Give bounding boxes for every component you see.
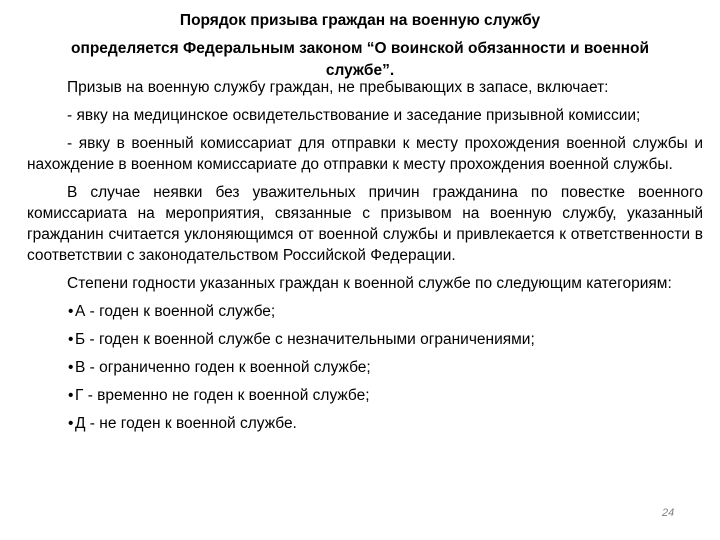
paragraph-evasion: В случае неявки без уважительных причин гражданина по повестке военного комиссариата на мероприятия, связанные с призывом на военную службу, указанный гражданин считается уклоняющимся от военной службы и привлекается к ответственности в соответствии с законодательством Российской Федерации. [27,184,703,264]
page-number: 24 [662,507,675,519]
paragraph-commissariat: - явку в военный комиссариат для отправки к месту прохождения военной службы и нахождение в военном комиссариате до отправки к месту прохождения военной службы. [27,135,703,173]
list-item [27,385,703,406]
bullet-icon: • [68,359,74,376]
category-b: Б - годен к военной службе с незначительными ограничениями; [75,331,535,348]
slide-title-line-1: Порядок призыва граждан на военную службу [179,12,541,29]
paragraph-intro: Призыв на военную службу граждан, не пребывающих в запасе, включает: [67,79,609,96]
list-item [27,413,703,434]
list-item [27,301,703,322]
paragraph-fitness: Степени годности указанных граждан к военной службе по следующим категориям: [67,275,672,292]
list-item [27,329,703,350]
category-v: В - ограниченно годен к военной службе; [75,359,371,376]
slide-body [27,77,703,441]
category-a: А - годен к военной службе; [75,303,276,320]
bullet-icon: • [68,303,74,320]
category-g: Г - временно не годен к военной службе; [75,387,370,404]
category-list [27,301,703,434]
bullet-icon: • [68,331,74,348]
paragraph-medical: - явку на медицинское освидетельствование и заседание призывной комиссии; [67,107,641,124]
bullet-icon: • [68,415,74,432]
slide-title-line-2: определяется Федеральным законом “О воинской обязанности и военной службе”. [70,40,649,79]
list-item [27,357,703,378]
bullet-icon: • [68,387,74,404]
category-d: Д - не годен к военной службе. [75,415,297,432]
